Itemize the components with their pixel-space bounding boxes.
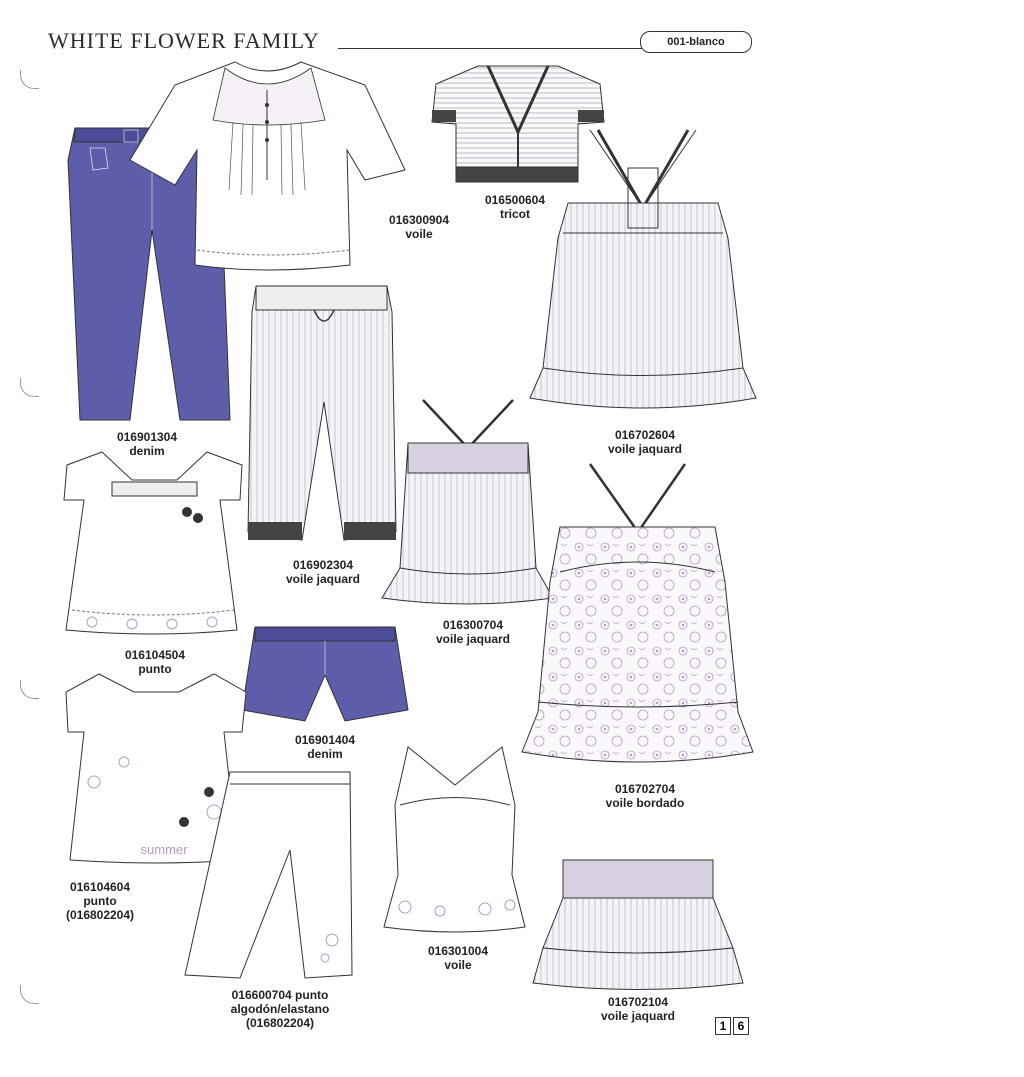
title-rule (338, 48, 658, 49)
page-title: WHITE FLOWER FAMILY (48, 28, 320, 53)
item-label: 016300704 voile jaquard (435, 618, 511, 646)
strappy-dress-illustration (528, 128, 758, 413)
item-label: 016901304 denim (116, 430, 178, 458)
item-label: 016702704 voile bordado (605, 782, 685, 810)
item-label: 016300904 voile (388, 213, 450, 241)
page-number-digit: 6 (733, 1017, 749, 1035)
item-label: 016104504 punto (124, 648, 186, 676)
page-number-digit: 1 (715, 1017, 731, 1035)
voile-tank-illustration (380, 745, 530, 935)
item-label: 016301004 voile (427, 944, 489, 972)
item-label: 016104604 punto (016802204) (65, 880, 135, 922)
denim-shorts-illustration (240, 625, 410, 725)
print-text: summer (140, 842, 188, 857)
leggings-illustration (180, 770, 360, 985)
harem-pants-illustration (244, 282, 399, 552)
item-label: 016500604 tricot (484, 193, 546, 221)
item-label: 016902304 voile jaquard (285, 558, 361, 586)
item-label: 016901404 denim (294, 733, 356, 761)
voile-blouse-illustration (125, 60, 410, 275)
punto-top-illustration (62, 450, 247, 640)
item-label: 016702604 voile jaquard (607, 428, 683, 456)
printed-dress-illustration (520, 462, 755, 777)
item-label: 016702104 voile jaquard (600, 995, 676, 1023)
item-label: 016600704 punto algodón/elastano (016802204) (230, 988, 330, 1030)
collection-code-badge: 001-blanco (640, 31, 752, 53)
tiered-skirt-illustration (528, 858, 748, 993)
